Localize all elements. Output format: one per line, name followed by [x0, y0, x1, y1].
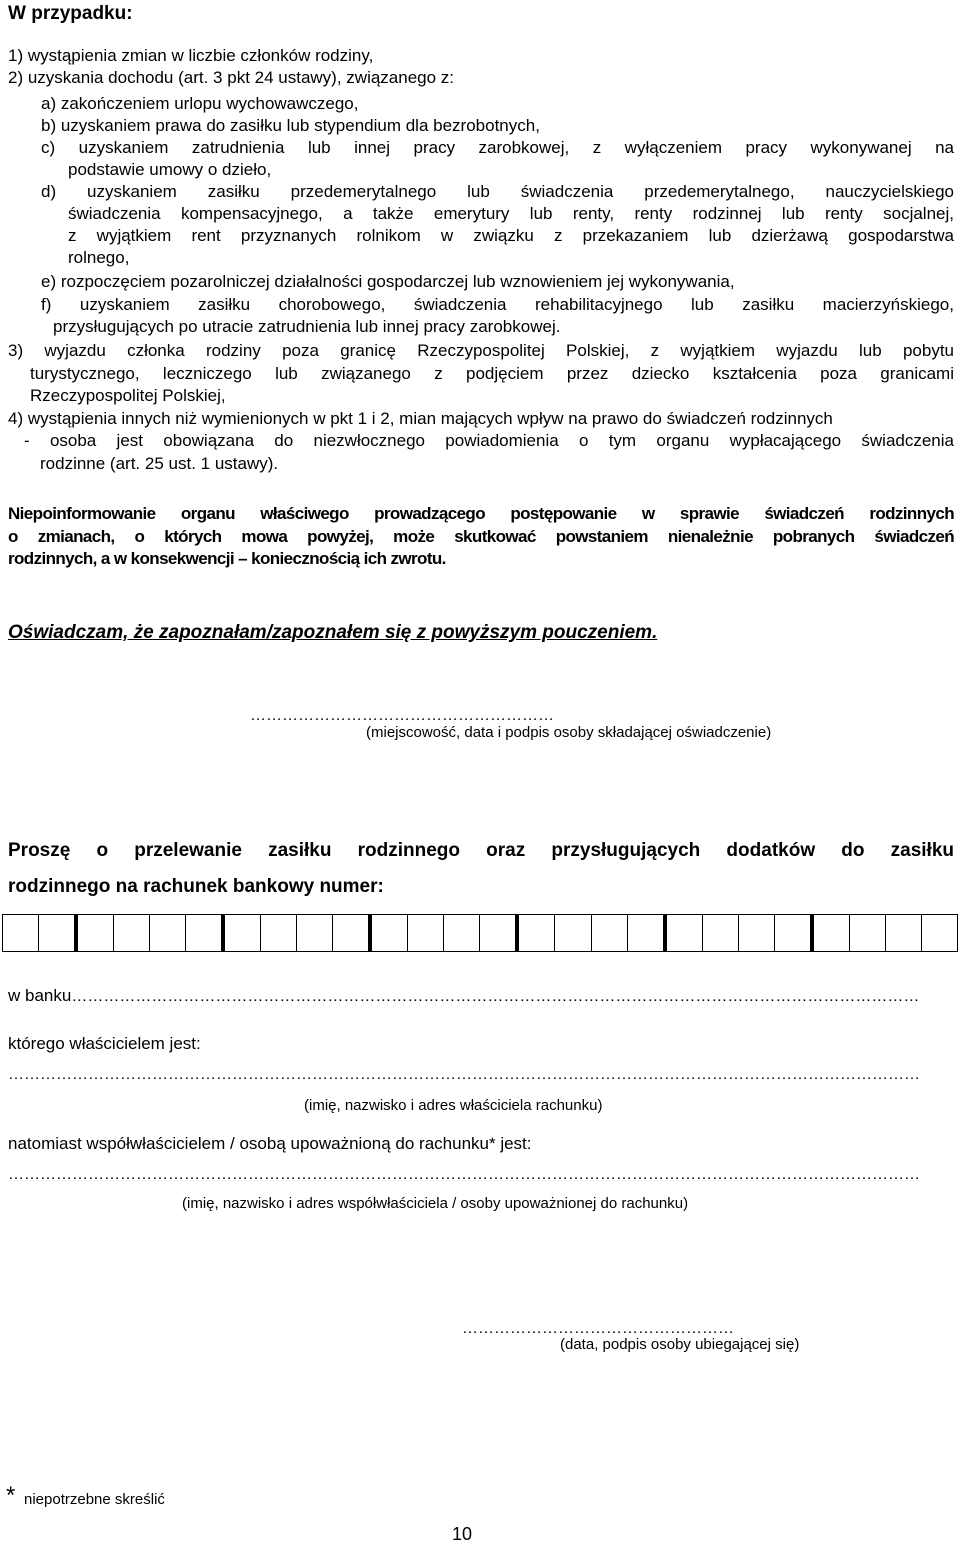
- bank-digit-box[interactable]: [333, 915, 372, 951]
- bank-digit-box[interactable]: [186, 915, 225, 951]
- page-heading: W przypadku:: [8, 3, 133, 24]
- item-2c-line2: podstawie umowy o dzieło,: [68, 160, 272, 179]
- item-2f-line2: przysługujących po utracie zatrudnienia lub innej pracy zarobkowej.: [53, 317, 561, 336]
- owner-label: którego właścicielem jest:: [8, 1034, 201, 1053]
- item-2a: a) zakończeniem urlopu wychowawczego,: [41, 94, 359, 113]
- item-4: 4) wystąpienia innych niż wymienionych w pkt 1 i 2, mian mających wpływ na prawo do świadczeń rodzinnych: [8, 409, 833, 428]
- bank-dots[interactable]: ……………………………………………………………………………………………………………………………………………: [71, 988, 920, 1005]
- bank-digit-box[interactable]: [150, 915, 186, 951]
- coowner-label: natomiast współwłaścicielem / osobą upoważnioną do rachunku* jest:: [8, 1134, 532, 1153]
- bank-digit-box[interactable]: [444, 915, 480, 951]
- bank-digit-box[interactable]: [814, 915, 850, 951]
- item-3-line1: 3) wyjazdu członka rodziny poza granicę Rzeczypospolitej Polskiej, z wyjątkiem wyjazdu lub pobytu: [8, 341, 954, 360]
- notice-line3: rodzinnych, a w konsekwencji – koniecznością ich zwrotu.: [8, 549, 446, 568]
- bank-digit-box[interactable]: [850, 915, 886, 951]
- bank-digit-box[interactable]: [297, 915, 333, 951]
- owner-caption: (imię, nazwisko i adres właściciela rachunku): [304, 1097, 603, 1114]
- applicant-signature-dots[interactable]: ……………………………………………: [462, 1320, 734, 1337]
- bank-digit-box[interactable]: [480, 915, 519, 951]
- bank-digit-box[interactable]: [592, 915, 628, 951]
- item-1: 1) wystąpienia zmian w liczbie członków rodziny,: [8, 46, 374, 65]
- item-2d-line1: d) uzyskaniem zasiłku przedemerytalnego lub świadczenia przedemerytalnego, nauczycielskiego: [41, 182, 954, 201]
- bank-line[interactable]: [8, 985, 919, 1008]
- bank-digit-box[interactable]: [703, 915, 739, 951]
- item-2-rest: (art. 3 pkt 24 ustawy), związanego z:: [173, 68, 455, 87]
- item-2e: e) rozpoczęciem pozarolniczej działalności gospodarczej lub wznowieniem jej wykonywania,: [41, 272, 735, 291]
- bank-digit-box[interactable]: [39, 915, 78, 951]
- bank-digit-box[interactable]: [225, 915, 261, 951]
- bank-digit-box[interactable]: [78, 915, 114, 951]
- bank-digit-box[interactable]: [922, 915, 957, 951]
- obligation-line1: - osoba jest obowiązana do niezwłocznego powiadomienia o tym organu wypłacającego świadczenia: [24, 431, 954, 450]
- bank-digit-box[interactable]: [555, 915, 591, 951]
- footnote-text: niepotrzebne skreślić: [24, 1491, 165, 1508]
- item-2c-line1: c) uzyskaniem zatrudnienia lub innej pracy zarobkowej, z wyłączeniem pracy wykonywanej na: [41, 138, 954, 157]
- bank-label: w banku: [8, 986, 72, 1005]
- bank-digit-box[interactable]: [261, 915, 297, 951]
- item-3-line2: turystycznego, leczniczego lub związanego z podjęciem przez dziecko kształcenia poza granicami: [30, 364, 954, 383]
- item-2b: b) uzyskaniem prawa do zasiłku lub stypendium dla bezrobotnych,: [41, 116, 540, 135]
- bank-account-grid[interactable]: [2, 914, 958, 952]
- bank-digit-box[interactable]: [667, 915, 703, 951]
- bank-digit-box[interactable]: [408, 915, 444, 951]
- coowner-dots[interactable]: ………………………………………………………………………………………………………………………………………………………: [8, 1166, 920, 1183]
- declaration: Oświadczam, że zapoznałam/zapoznałem się z powyższym pouczeniem.: [8, 622, 658, 643]
- bank-digit-box[interactable]: [519, 915, 555, 951]
- bank-digit-box[interactable]: [775, 915, 814, 951]
- item-2-bold: 2) uzyskania dochodu: [8, 68, 174, 87]
- footnote-star: *: [6, 1482, 16, 1509]
- coowner-caption: (imię, nazwisko i adres współwłaściciela / osoby upoważnionej do rachunku): [182, 1195, 689, 1212]
- signature-dots[interactable]: …………………………………………………: [250, 707, 554, 724]
- notice-line2: o zmianach, o których mowa powyżej, może skutkować powstaniem nienależnie pobranych świadczeń: [8, 527, 954, 546]
- bank-digit-box[interactable]: [114, 915, 150, 951]
- signature-caption: (miejscowość, data i podpis osoby składającej oświadczenie): [366, 724, 772, 741]
- bank-digit-box[interactable]: [739, 915, 775, 951]
- notice-line1: Niepoinformowanie organu właściwego prowadzącego postępowanie w sprawie świadczeń rodzinnych: [8, 504, 954, 523]
- item-2f-line1: f) uzyskaniem zasiłku chorobowego, świadczenia rehabilitacyjnego lub zasiłku macierzyńskiego,: [41, 295, 954, 314]
- bank-digit-box[interactable]: [372, 915, 408, 951]
- request-line1: Proszę o przelewanie zasiłku rodzinnego oraz przysługujących dodatków do zasiłku: [8, 840, 954, 861]
- item-2d-line4: rolnego,: [68, 248, 130, 267]
- bank-digit-box[interactable]: [628, 915, 667, 951]
- obligation-line2: rodzinne (art. 25 ust. 1 ustawy).: [40, 454, 279, 473]
- owner-dots[interactable]: ………………………………………………………………………………………………………………………………………………………: [8, 1066, 920, 1083]
- item-3-line3: Rzeczypospolitej Polskiej,: [30, 386, 226, 405]
- request-line2: rodzinnego na rachunek bankowy numer:: [8, 876, 384, 897]
- item-2d-line3: z wyjątkiem rent przyznanych rolnikom w związku z przekazaniem lub dzierżawą gospodarstwa: [68, 226, 954, 245]
- applicant-signature-caption: (data, podpis osoby ubiegającej się): [560, 1336, 800, 1353]
- item-2d-line2: świadczenia kompensacyjnego, a także emerytury lub renty, renty rodzinnej lub renty socjalnej,: [68, 204, 954, 223]
- bank-digit-box[interactable]: [3, 915, 39, 951]
- page-number: 10: [452, 1524, 473, 1544]
- bank-digit-box[interactable]: [886, 915, 922, 951]
- item-2: [8, 67, 454, 89]
